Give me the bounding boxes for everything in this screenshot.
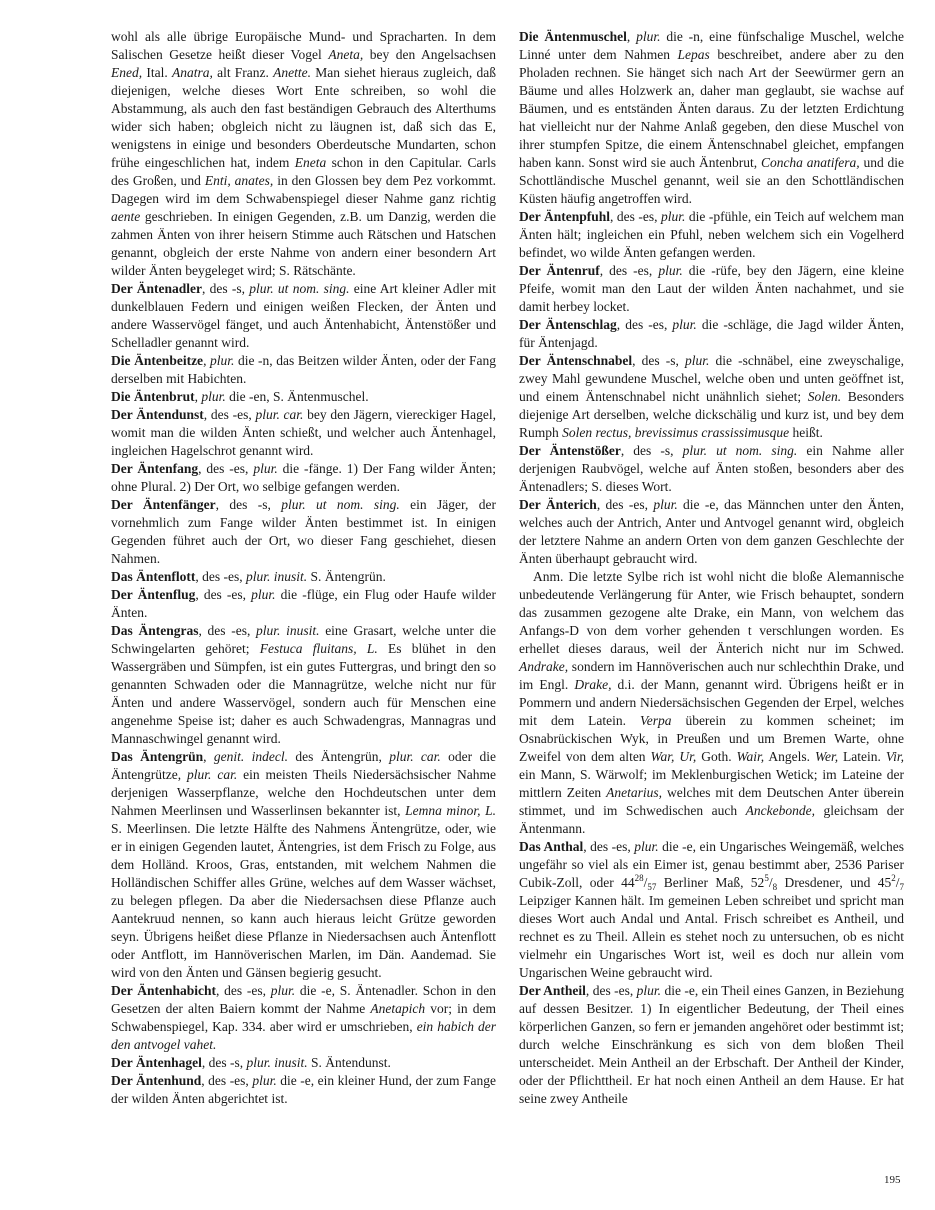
dictionary-entry-aentenhagel: Der Äntenhagel, des -s, plur. inusit. S. Äntendunst. — [111, 1055, 391, 1070]
left-column — [111, 28, 496, 1108]
dictionary-entry-cont: wohl als alle übrige Europäische Mund- und Spracharten. In dem Salischen Gesetze heißt dieser Vogel Aneta, bey den Angelsachsen Ened, Ital. Anatra, alt Franz. Anette. Man siehet hieraus zugleich, daß diejenigen, welche dieses Wort Ente schreiben, so wohl die Abstammung, als auch den fast beständigen Gebrauch des Alterthums wider sich haben; obgleich nicht zu läugnen ist, daß sich das E, wenigstens in einige und besonders Oberdeutsche Mundarten, schon frühe eingeschlichen hat, indem Eneta schon in den Capitular. Carls des Großen, und Enti, anates, in den Glossen bey dem Pez vorkommt. Dagegen wird im dem Schwabenspiegel dieser Nahme ganz richtig aente geschrieben. In einigen Gegenden, z.B. um Danzig, werden die zahmen Änten von ihrer heisern Stimme auch Rätschen und Hatschen genannt, obgleich der erste Nahme von andern einer besondern Art wilder Änten beygeleget wird; S. Rätschänte. — [111, 29, 497, 278]
dictionary-entry-aentenbrut: Die Äntenbrut, plur. die -en, S. Äntenmuschel. — [111, 389, 369, 404]
page-number: 195 — [884, 1174, 901, 1186]
dictionary-entry-antheil: Der Antheil, des -es, plur. die -e, ein Theil eines Ganzen, in Beziehung auf dessen Besitzer. 1) In eigentlicher Bedeutung, der Theil eines körperlichen Ganzen, so fern er jemanden angehöret oder bestimmt ist; durch welche Einschränkung es sich von dem bloßen Theil unterscheidet. Mein Antheil an der Erbschaft. Der Antheil der Kinder, oder der Pflichttheil. Er hat noch einen Antheil an dem Hause. Er hat seine zwey Antheile — [519, 983, 905, 1106]
dictionary-entry-aentenhabicht: Der Äntenhabicht, des -es, plur. die -e, S. Äntenadler. Schon in den Gesetzen der alten Baiern kommt der Nahme Anetapich vor; in dem Schwabenspiegel, Kap. 334. aber wird er umschrieben, ein habich der den antvogel vahet. — [111, 983, 496, 1052]
dictionary-entry-aentenpfuhl: Der Äntenpfuhl, des -es, plur. die -pfühle, ein Teich auf welchem man Änten hält; ingleichen ein Pfuhl, neben welchem sich ein Vogelherd befindet, wo wilde Änten gefangen werden. — [519, 209, 904, 260]
dictionary-entry-anm: Anm. Die letzte Sylbe rich ist wohl nicht die bloße Alemannische unbedeutende Verlängerung für Anter, wie Frisch behauptet, sondern das zusammen gezogene alte Drake, ein Mann, von welchem das Anfangs-D von dem vorher gehenden t verschlungen worden. Es erhellet dieses daraus, weil der Änterich nicht nur im Schwed. Andrake, sondern im Hannöverischen auch nur schlechthin Drake, und im Engl. Drake, d.i. der Mann, genannt wird. Übrigens heißt er in Pommern und andern Niedersächsischen Gegenden der Erpel, welches mit dem Latein. Verpa überein zu kommen scheinet; im Osnabrückischen Wyk, in Preußen und um Bremen Warte, ohne Zweifel von dem alten War, Ur, Goth. Wair, Angels. Wer, Latein. Vir, ein Mann, S. Wärwolf; im Meklenburgischen Wetick; im Lateine der mittlern Zeiten Anetarius, welches mit dem Deutschen Anter überein stimmet, und im Schwedischen auch Anckebonde, gleichsam der Äntenmann. — [519, 569, 905, 836]
dictionary-entry-aentenfaenger: Der Äntenfänger, des -s, plur. ut nom. sing. ein Jäger, der vornehmlich zum Fange wilder Änten bestimmet ist. In einigen Gegenden führet auch der Ort, wo dieser Fang geschiehet, diesen Nahmen. — [111, 497, 496, 566]
dictionary-entry-aentenruf: Der Äntenruf, des -es, plur. die -rüfe, bey den Jägern, eine kleine Pfeife, womit man den Laut der wilden Änten nachahmet, und sie damit herbey locket. — [519, 263, 904, 314]
dictionary-entry-aentenadler: Der Äntenadler, des -s, plur. ut nom. sing. eine Art kleiner Adler mit dunkelblauen Federn und einigen weißen Flecken, der Änten und andere Wasservögel fänget, und auch Äntenhabicht, Äntenstößer und Schelladler genannt wird. — [111, 281, 496, 350]
dictionary-entry-aentenbeitze: Die Äntenbeitze, plur. die -n, das Beitzen wilder Änten, oder der Fang derselben mit Habichten. — [111, 353, 497, 386]
dictionary-entry-aenterich: Der Änterich, des -es, plur. die -e, das Männchen unter den Änten, welches auch der Antrich, Anter und Antvogel genannt wird, obgleich der letztere Nahme an andern Orten von dem ganzen Geschlechte der Änten überhaupt gebraucht wird. — [519, 497, 904, 566]
dictionary-entry-aentenschnabel: Der Äntenschnabel, des -s, plur. die -schnäbel, eine zweyschalige, zwey Mahl gewundene Muschel, welche oben und unten geöffnet ist, und einem Äntenschnabel nicht unähnlich siehet; Solen. Besonders diejenige Art derselben, welche dickschälig und kurz ist, und bey dem Rumph Solen rectus, brevissimus crassissimusque heißt. — [519, 353, 904, 440]
dictionary-entry-aentenschlag: Der Äntenschlag, des -es, plur. die -schläge, die Jagd wilder Änten, für Äntenjagd. — [519, 317, 905, 350]
dictionary-entry-aentengruen: Das Äntengrün, genit. indecl. des Äntengrün, plur. car. oder die Äntengrütze, plur. car. ein meisten Theils Niedersächsischer Nahme derjenigen Wasserpflanze, welche den Hochdeutschen unter dem Nahmen Meerlinsen und Wasserlinsen bekannter ist, Lemna minor, L. S. Meerlinsen. Die letzte Hälfte des Nahmens Äntengrütze, oder, wie er in einigen Gegenden lautet, Äntengries, ist dem Frisch zu Folge, aus dem Holländ. Kroos, Gras, entstanden, mit welchem Nahmen die Holländischen Schiffer alles Grüne, welches auf dem Wasser wächset, zu belegen pflegen. Da aber die Niedersachsen diese Pflanze auch Aantekruud nennen, so kann auch hieraus leicht Grütze geworden seyn. Übrigens heißet diese Pflanze in Niedersachsen auch Äntenflott oder Antflott, im Hannöverischen Marlen, im Dän. Aandemad. Sie wird von den Änten und Gänsen begierig gesucht. — [111, 749, 497, 980]
dictionary-entry-aentendunst: Der Äntendunst, des -es, plur. car. bey den Jägern, viereckiger Hagel, womit man die wilden Änten schießt, und welcher auch Äntenhagel, ingleichen Hagelschrot genannt wird. — [111, 407, 496, 458]
dictionary-entry-anthal: Das Anthal, des -es, plur. die -e, ein Ungarisches Weingemäß, welches ungefähr so viel als ein Eimer ist, genau bestimmt aber, 2536 Pariser Cubik-Zoll, oder $44^{28}/_{57}$ Berliner Maß, $52^5/_8$ Dresdener, und $45^2/_7$ Leipziger Kannen hält. Im gemeinen Leben schreibet und spricht man dieses Wort auch Andal und Antal. Frisch schreibet es Antheil, und rechnet es zu Theil. Allein es stehet noch zu untersuchen, ob es nicht vielmehr ein Ungarisches Wort ist, weil es doch nur allein vom Ungarischen Weine gebraucht wird. — [519, 839, 904, 980]
dictionary-entry-aentenfang: Der Äntenfang, des -es, plur. die -fänge. 1) Der Fang wilder Änten; ohne Plural. 2) Der Ort, wo selbige gefangen werden. — [111, 461, 496, 494]
dictionary-entry-aentenmuschel: Die Äntenmuschel, plur. die -n, eine fünfschalige Muschel, welche Linné unter dem Nahmen Lepas beschreibet, andere aber zu den Pholaden rechnen. Sie hänget sich nach Art der Seewürmer gern an Bäume und alles Holzwerk an, daher man geglaubt, sie wachse auf Bäumen, und es entständen Änten daraus. Zu der letzten Erdichtung hat vielleicht nur der Nahme Anlaß gegeben, den diese Muschel von ihrer stumpfen Spitze, die einem Äntenschnabel gleichet, empfangen haben kann. Sonst wird sie auch Äntenbrut, Concha anatifera, und die Schottländische Muschel genannt, weil sie an den Schottländischen Küsten häufig angetroffen wird. — [519, 29, 905, 206]
right-column — [519, 28, 904, 1108]
dictionary-entry-aentenhund: Der Äntenhund, des -es, plur. die -e, ein kleiner Hund, der zum Fange der wilden Änten abgerichtet ist. — [111, 1073, 496, 1106]
dictionary-entry-aentenflott: Das Äntenflott, des -es, plur. inusit. S. Äntengrün. — [111, 569, 386, 584]
dictionary-entry-aentenflug: Der Äntenflug, des -es, plur. die -flüge, ein Flug oder Haufe wilder Änten. — [111, 587, 496, 620]
dictionary-entry-aentenstoesser: Der Äntenstößer, des -s, plur. ut nom. sing. ein Nahme aller derjenigen Raubvögel, welche auf Änten stoßen, besonders aber des Äntenadlers; S. dieses Wort. — [519, 443, 905, 494]
dictionary-entry-aentengras: Das Äntengras, des -es, plur. inusit. eine Grasart, welche unter die Schwingelarten gehöret; Festuca fluitans, L. Es blühet in den Wassergräben und Sümpfen, ist ein gutes Futtergras, und bringt den so genannten Schwaden oder die Mannagrütze, welche nicht nur für Änten und andere Wasservögel, sondern auch für Menschen eine angenehme Speise ist; daher es auch Schwadengras, Mannagras und Mannaschwingel genannt wird. — [111, 623, 497, 746]
